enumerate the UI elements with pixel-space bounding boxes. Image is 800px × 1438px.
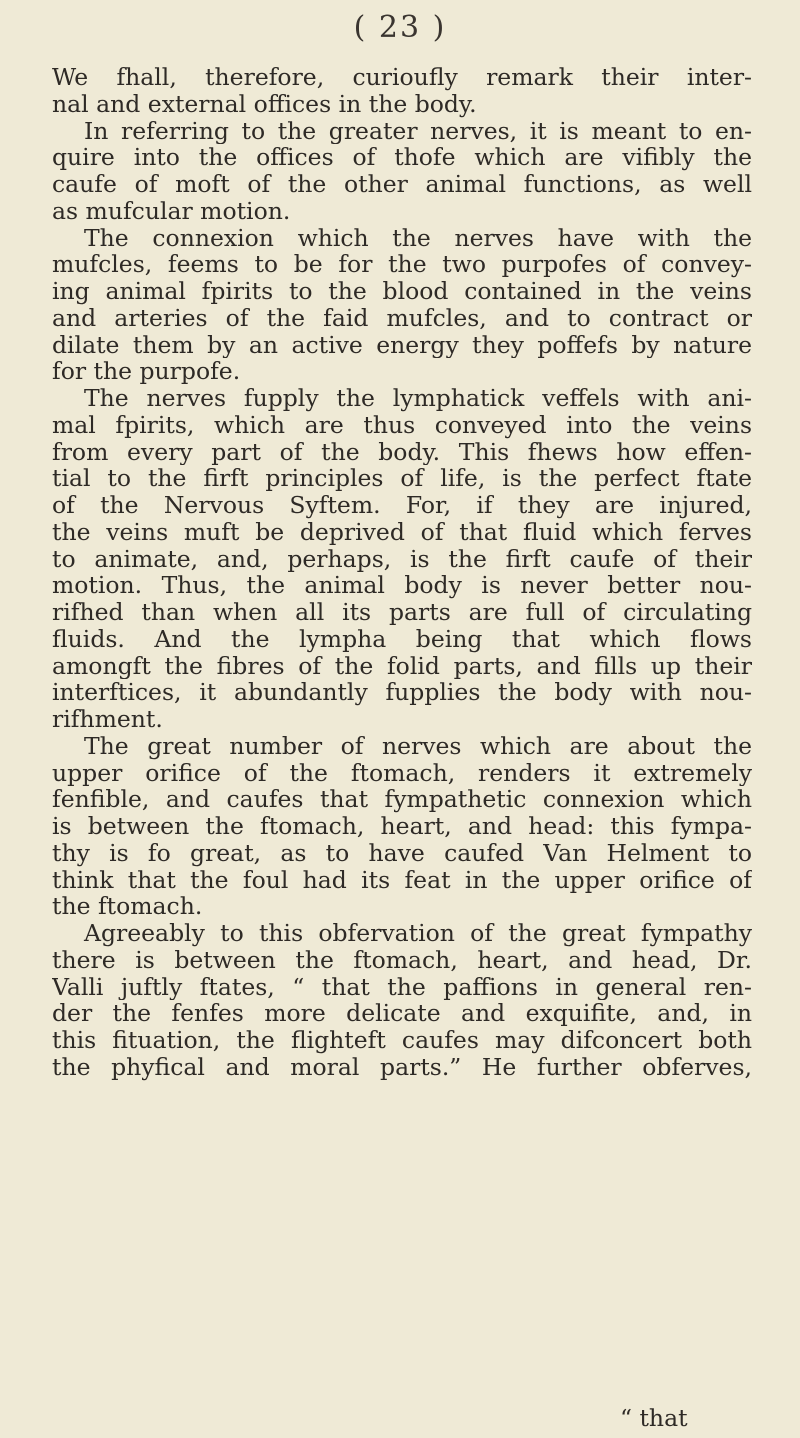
catchword: “ that: [620, 1404, 688, 1432]
text-line: there is between the ftomach, heart, and head, Dr.: [52, 946, 752, 974]
body-text: [52, 64, 752, 1081]
text-line: for the purpofe.: [52, 358, 241, 385]
text-line: mal fpirits, which are thus conveyed into the veins: [52, 411, 752, 439]
text-line: mufcles, feems to be for the two purpofes of convey-: [52, 251, 752, 278]
text-line: der the fenfes more delicate and exquifite, and, in: [52, 1000, 752, 1027]
text-line: tial to the firft principles of life, is the perfect ftate: [52, 465, 752, 492]
page-number: ( 23 ): [353, 10, 447, 45]
text-line: and arteries of the faid mufcles, and to contract or: [52, 304, 752, 332]
text-line: is between the ftomach, heart, and head: this fympa-: [52, 813, 752, 840]
text-line: Valli juftly ftates, “ that the paffions in general ren-: [52, 973, 752, 1001]
text-line: amongft the fibres of the folid parts, and fills up their: [52, 652, 752, 680]
text-line: thy is fo great, as to have caufed Van Helment to: [52, 839, 752, 867]
text-line: Agreeably to this obfervation of the great fympathy: [84, 920, 752, 947]
text-line: rifhed than when all its parts are full of circulating: [52, 599, 752, 626]
text-line: the ftomach.: [52, 893, 203, 920]
text-line: the veins muft be deprived of that fluid which ferves: [52, 518, 752, 546]
text-line: rifhment.: [52, 706, 163, 733]
text-line: fluids. And the lympha being that which flows: [52, 625, 752, 653]
text-line: nal and external offices in the body.: [52, 90, 477, 118]
text-line: upper orifice of the ftomach, renders it extremely: [52, 759, 752, 787]
text-line: this fituation, the flighteft caufes may difconcert both: [52, 1027, 752, 1054]
text-line: In referring to the greater nerves, it is meant to en-: [84, 117, 752, 145]
text-line: The connexion which the nerves have with the: [84, 224, 752, 252]
text-line: dilate them by an active energy they poffefs by nature: [52, 331, 752, 359]
text-line: The great number of nerves which are about the: [84, 732, 752, 760]
text-line: fenfible, and caufes that fympathetic connexion which: [52, 786, 752, 813]
text-line: motion. Thus, the animal body is never better nou-: [52, 572, 752, 599]
text-line: from every part of the body. This fhews how effen-: [52, 438, 752, 466]
text-line: of the Nervous Syftem. For, if they are injured,: [52, 492, 752, 519]
text-line: think that the foul had its feat in the upper orifice of: [52, 866, 752, 894]
text-line: We fhall, therefore, curioufly remark their inter-: [52, 64, 752, 91]
text-line: as mufcular motion.: [52, 197, 291, 225]
text-line: caufe of moft of the other animal functions, as well: [52, 171, 752, 198]
text-line: ing animal fpirits to the blood contained in the veins: [52, 278, 752, 305]
text-line: the phyfical and moral parts.” He further obferves,: [52, 1053, 752, 1081]
text-line: to animate, and, perhaps, is the firft caufe of their: [52, 545, 752, 573]
text-line: interftices, it abundantly fupplies the body with nou-: [52, 679, 752, 706]
text-line: The nerves fupply the lymphatick veffels with ani-: [84, 385, 752, 412]
text-line: quire into the offices of thofe which are vifibly the: [52, 144, 752, 171]
